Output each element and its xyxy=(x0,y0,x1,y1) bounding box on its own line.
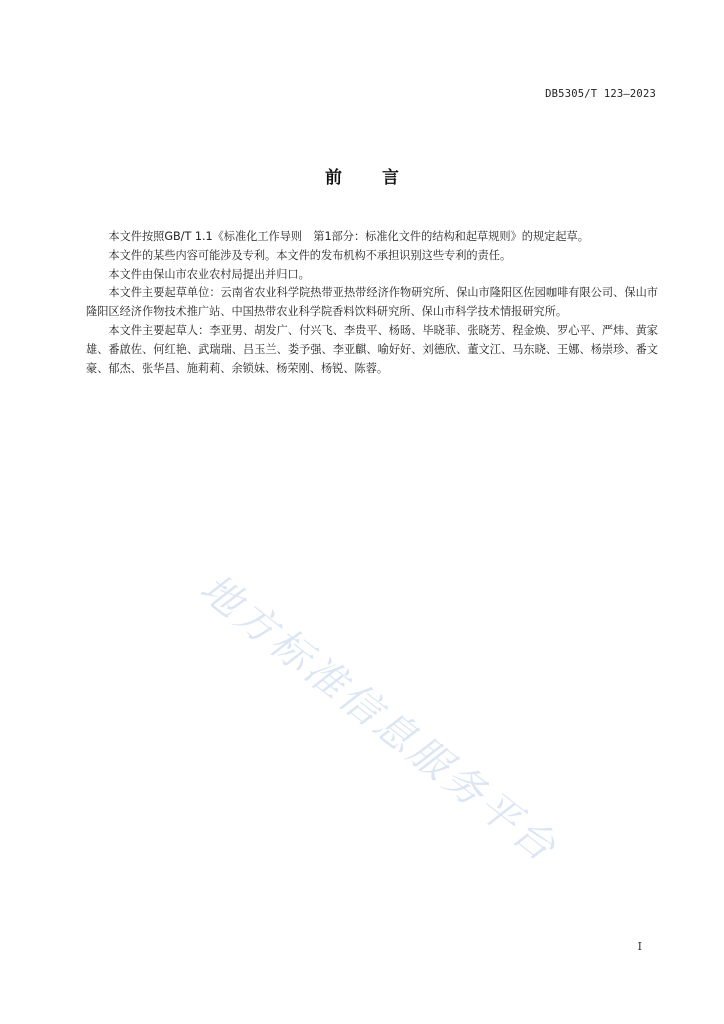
watermark: 地方标准信息服务平台 xyxy=(191,565,567,873)
paragraph-patent-notice: 本文件的某些内容可能涉及专利。本文件的发布机构不承担识别这些专利的责任。 xyxy=(108,248,512,262)
paragraph-drafting-units: 本文件主要起草单位：云南省农业科学院热带亚热带经济作物研究所、保山市隆阳区佐园咖啡有限公司、保山市隆阳区经济作物技术推广站、中国热带农业科学院香料饮料研究所、保山市科学技术情报研究所。 xyxy=(86,286,658,319)
document-code: DB5305/T 123—2023 xyxy=(545,88,656,100)
paragraph-proposer: 本文件由保山市农业农村局提出并归口。 xyxy=(108,267,310,281)
page-number: I xyxy=(637,940,642,953)
page-title: 前言 xyxy=(325,168,439,188)
paragraph-drafters: 本文件主要起草人：李亚男、胡发广、付兴飞、李贵平、杨旸、毕晓菲、张晓芳、程金焕、罗心平、严炜、黄家雄、番啟佐、何红艳、武瑞瑞、吕玉兰、娄予强、李亚麒、喻好好、刘德欣、董文江、马东晓、王娜、杨崇珍、番文豪、郁杰、张华昌、施莉莉、余锁妹、杨荣刚、杨锐、陈蓉。 xyxy=(86,323,658,375)
paragraph-drafting-rules: 本文件按照GB/T 1.1《标准化工作导则 第1部分：标准化文件的结构和起草规则》的规定起草。 xyxy=(108,230,589,243)
document-body xyxy=(86,228,658,378)
